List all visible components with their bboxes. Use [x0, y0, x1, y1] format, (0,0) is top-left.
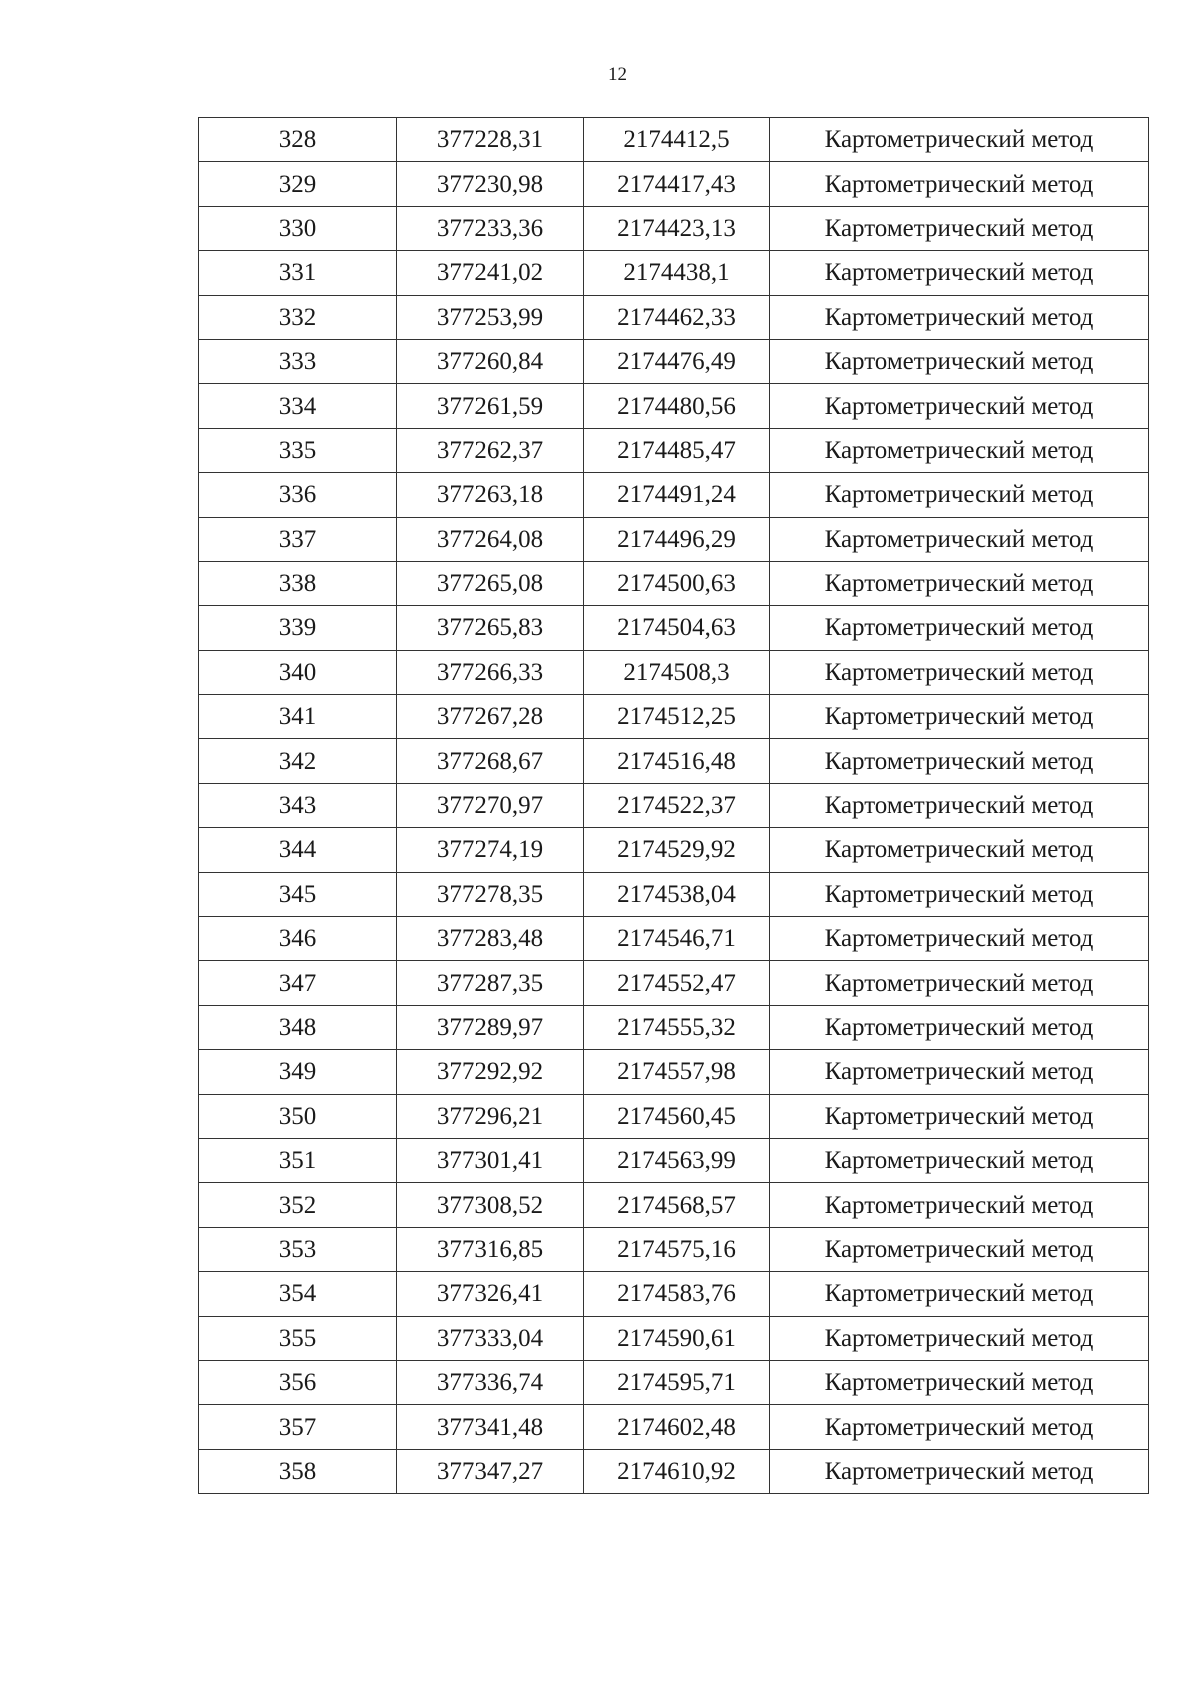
y-coordinate-cell: 2174412,5 [584, 118, 770, 162]
table-row [199, 828, 1149, 872]
method-cell: Картометрический метод [770, 739, 1149, 783]
x-coordinate-cell: 377268,67 [397, 739, 584, 783]
table-row [199, 783, 1149, 827]
table-row [199, 650, 1149, 694]
method-cell: Картометрический метод [770, 473, 1149, 517]
method-cell: Картометрический метод [770, 517, 1149, 561]
method-cell: Картометрический метод [770, 251, 1149, 295]
method-cell: Картометрический метод [770, 650, 1149, 694]
y-coordinate-cell: 2174555,32 [584, 1005, 770, 1049]
point-number-cell: 330 [199, 206, 397, 250]
point-number-cell: 331 [199, 251, 397, 295]
point-number-cell: 345 [199, 872, 397, 916]
point-number-cell: 353 [199, 1227, 397, 1271]
table-row [199, 428, 1149, 472]
x-coordinate-cell: 377333,04 [397, 1316, 584, 1360]
method-cell: Картометрический метод [770, 1316, 1149, 1360]
table-row [199, 1094, 1149, 1138]
x-coordinate-cell: 377347,27 [397, 1449, 584, 1493]
x-coordinate-cell: 377264,08 [397, 517, 584, 561]
y-coordinate-cell: 2174522,37 [584, 783, 770, 827]
point-number-cell: 334 [199, 384, 397, 428]
method-cell: Картометрический метод [770, 1360, 1149, 1404]
table-row [199, 1316, 1149, 1360]
method-cell: Картометрический метод [770, 606, 1149, 650]
method-cell: Картометрический метод [770, 339, 1149, 383]
point-number-cell: 329 [199, 162, 397, 206]
point-number-cell: 328 [199, 118, 397, 162]
y-coordinate-cell: 2174575,16 [584, 1227, 770, 1271]
method-cell: Картометрический метод [770, 1138, 1149, 1182]
x-coordinate-cell: 377326,41 [397, 1272, 584, 1316]
method-cell: Картометрический метод [770, 828, 1149, 872]
method-cell: Картометрический метод [770, 118, 1149, 162]
point-number-cell: 357 [199, 1405, 397, 1449]
method-cell: Картометрический метод [770, 1005, 1149, 1049]
table-row [199, 1405, 1149, 1449]
method-cell: Картометрический метод [770, 1094, 1149, 1138]
point-number-cell: 351 [199, 1138, 397, 1182]
method-cell: Картометрический метод [770, 783, 1149, 827]
y-coordinate-cell: 2174512,25 [584, 695, 770, 739]
x-coordinate-cell: 377336,74 [397, 1360, 584, 1404]
x-coordinate-cell: 377316,85 [397, 1227, 584, 1271]
method-cell: Картометрический метод [770, 1050, 1149, 1094]
table-row [199, 561, 1149, 605]
y-coordinate-cell: 2174568,57 [584, 1183, 770, 1227]
method-cell: Картометрический метод [770, 1405, 1149, 1449]
point-number-cell: 337 [199, 517, 397, 561]
y-coordinate-cell: 2174595,71 [584, 1360, 770, 1404]
y-coordinate-cell: 2174552,47 [584, 961, 770, 1005]
table-row [199, 1138, 1149, 1182]
coordinates-table-body [199, 118, 1149, 1494]
x-coordinate-cell: 377261,59 [397, 384, 584, 428]
y-coordinate-cell: 2174563,99 [584, 1138, 770, 1182]
x-coordinate-cell: 377270,97 [397, 783, 584, 827]
x-coordinate-cell: 377241,02 [397, 251, 584, 295]
method-cell: Картометрический метод [770, 561, 1149, 605]
x-coordinate-cell: 377265,08 [397, 561, 584, 605]
y-coordinate-cell: 2174476,49 [584, 339, 770, 383]
y-coordinate-cell: 2174438,1 [584, 251, 770, 295]
point-number-cell: 336 [199, 473, 397, 517]
x-coordinate-cell: 377274,19 [397, 828, 584, 872]
table-row [199, 695, 1149, 739]
y-coordinate-cell: 2174610,92 [584, 1449, 770, 1493]
point-number-cell: 344 [199, 828, 397, 872]
x-coordinate-cell: 377260,84 [397, 339, 584, 383]
y-coordinate-cell: 2174423,13 [584, 206, 770, 250]
point-number-cell: 335 [199, 428, 397, 472]
point-number-cell: 350 [199, 1094, 397, 1138]
point-number-cell: 354 [199, 1272, 397, 1316]
y-coordinate-cell: 2174496,29 [584, 517, 770, 561]
page-number: 12 [608, 64, 627, 85]
x-coordinate-cell: 377287,35 [397, 961, 584, 1005]
method-cell: Картометрический метод [770, 1183, 1149, 1227]
y-coordinate-cell: 2174602,48 [584, 1405, 770, 1449]
y-coordinate-cell: 2174500,63 [584, 561, 770, 605]
x-coordinate-cell: 377266,33 [397, 650, 584, 694]
x-coordinate-cell: 377265,83 [397, 606, 584, 650]
table-row [199, 1050, 1149, 1094]
table-row [199, 1005, 1149, 1049]
table-row [199, 251, 1149, 295]
x-coordinate-cell: 377228,31 [397, 118, 584, 162]
x-coordinate-cell: 377233,36 [397, 206, 584, 250]
table-row [199, 606, 1149, 650]
table-row [199, 1227, 1149, 1271]
x-coordinate-cell: 377230,98 [397, 162, 584, 206]
table-row [199, 1272, 1149, 1316]
method-cell: Картометрический метод [770, 917, 1149, 961]
x-coordinate-cell: 377308,52 [397, 1183, 584, 1227]
table-row [199, 917, 1149, 961]
y-coordinate-cell: 2174504,63 [584, 606, 770, 650]
x-coordinate-cell: 377289,97 [397, 1005, 584, 1049]
method-cell: Картометрический метод [770, 206, 1149, 250]
point-number-cell: 338 [199, 561, 397, 605]
point-number-cell: 355 [199, 1316, 397, 1360]
method-cell: Картометрический метод [770, 961, 1149, 1005]
point-number-cell: 342 [199, 739, 397, 783]
x-coordinate-cell: 377262,37 [397, 428, 584, 472]
y-coordinate-cell: 2174516,48 [584, 739, 770, 783]
method-cell: Картометрический метод [770, 384, 1149, 428]
point-number-cell: 339 [199, 606, 397, 650]
y-coordinate-cell: 2174508,3 [584, 650, 770, 694]
method-cell: Картометрический метод [770, 295, 1149, 339]
method-cell: Картометрический метод [770, 1272, 1149, 1316]
y-coordinate-cell: 2174417,43 [584, 162, 770, 206]
table-row [199, 206, 1149, 250]
y-coordinate-cell: 2174485,47 [584, 428, 770, 472]
table-row [199, 339, 1149, 383]
method-cell: Картометрический метод [770, 428, 1149, 472]
table-row [199, 872, 1149, 916]
y-coordinate-cell: 2174590,61 [584, 1316, 770, 1360]
point-number-cell: 333 [199, 339, 397, 383]
y-coordinate-cell: 2174546,71 [584, 917, 770, 961]
method-cell: Картометрический метод [770, 872, 1149, 916]
x-coordinate-cell: 377263,18 [397, 473, 584, 517]
point-number-cell: 349 [199, 1050, 397, 1094]
x-coordinate-cell: 377283,48 [397, 917, 584, 961]
point-number-cell: 341 [199, 695, 397, 739]
table-row [199, 473, 1149, 517]
point-number-cell: 347 [199, 961, 397, 1005]
point-number-cell: 332 [199, 295, 397, 339]
y-coordinate-cell: 2174560,45 [584, 1094, 770, 1138]
y-coordinate-cell: 2174462,33 [584, 295, 770, 339]
point-number-cell: 352 [199, 1183, 397, 1227]
x-coordinate-cell: 377267,28 [397, 695, 584, 739]
x-coordinate-cell: 377301,41 [397, 1138, 584, 1182]
table-row [199, 961, 1149, 1005]
x-coordinate-cell: 377292,92 [397, 1050, 584, 1094]
table-row [199, 1360, 1149, 1404]
table-row [199, 1449, 1149, 1493]
coordinates-table [198, 117, 1149, 1494]
x-coordinate-cell: 377296,21 [397, 1094, 584, 1138]
method-cell: Картометрический метод [770, 1449, 1149, 1493]
table-row [199, 1183, 1149, 1227]
x-coordinate-cell: 377278,35 [397, 872, 584, 916]
point-number-cell: 343 [199, 783, 397, 827]
method-cell: Картометрический метод [770, 695, 1149, 739]
table-row [199, 517, 1149, 561]
method-cell: Картометрический метод [770, 1227, 1149, 1271]
y-coordinate-cell: 2174557,98 [584, 1050, 770, 1094]
table-row [199, 162, 1149, 206]
y-coordinate-cell: 2174583,76 [584, 1272, 770, 1316]
point-number-cell: 346 [199, 917, 397, 961]
method-cell: Картометрический метод [770, 162, 1149, 206]
point-number-cell: 348 [199, 1005, 397, 1049]
x-coordinate-cell: 377253,99 [397, 295, 584, 339]
y-coordinate-cell: 2174538,04 [584, 872, 770, 916]
y-coordinate-cell: 2174491,24 [584, 473, 770, 517]
y-coordinate-cell: 2174480,56 [584, 384, 770, 428]
point-number-cell: 340 [199, 650, 397, 694]
point-number-cell: 358 [199, 1449, 397, 1493]
table-row [199, 384, 1149, 428]
x-coordinate-cell: 377341,48 [397, 1405, 584, 1449]
y-coordinate-cell: 2174529,92 [584, 828, 770, 872]
table-row [199, 295, 1149, 339]
table-row [199, 118, 1149, 162]
table-row [199, 739, 1149, 783]
point-number-cell: 356 [199, 1360, 397, 1404]
